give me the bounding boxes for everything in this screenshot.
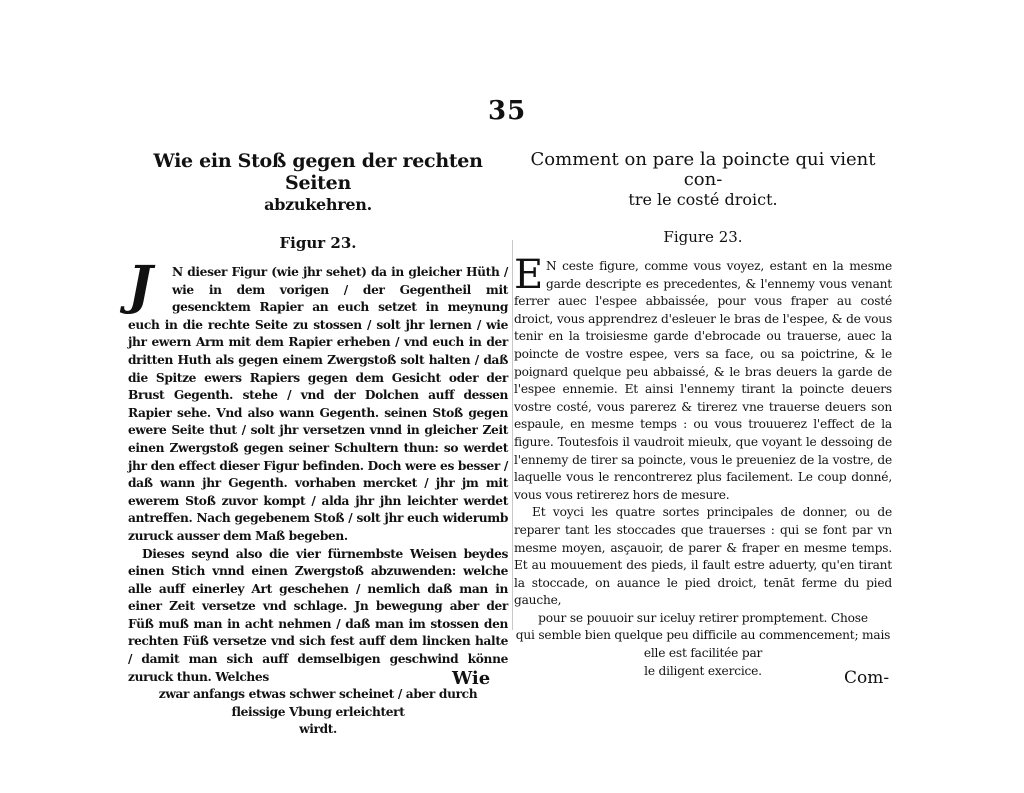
french-column [514,150,892,680]
french-tail-line: le diligent exercice. [644,663,762,678]
german-tail-line: zwar anfangs etwas schwer scheinet / aber durch [158,687,478,702]
german-tail-line: wirdt. [299,722,337,737]
french-body [514,252,892,610]
page-number: 35 [488,96,527,126]
french-dropcap: E [514,252,543,298]
french-catchword: Com- [844,668,890,688]
french-heading-line: Comment on pare la poincte qui vient con- [530,149,876,190]
french-tail [514,610,892,680]
german-paragraph [128,255,508,546]
german-body [128,255,508,686]
french-paragraph [514,252,892,504]
german-heading [128,150,508,216]
french-tail-line: qui semble bien quelque peu difficile au commencement; mais elle est facilitée par [515,628,891,661]
german-tail [128,686,508,739]
french-figure-label: Figure 23. [663,228,743,246]
german-column [128,150,508,739]
french-paragraph: Et voyci les quatre sortes principales de donner, ou de reparer tant les stoccades que trauerses : qui se font par vn mesme moyen, asçauoir, de parer & fraper en mesme temps. Et au mouuement des pieds, il fault estre aduerty, qu'en tirant la stoccade, on auance le pied droict, tenāt ferme du pied gauche, [514,505,892,608]
german-paragraph-text: N dieser Figur (wie jhr sehet) da in gleicher Hüth / wie in dem vorigen / der Gegentheil mit gesencktem Rapier an euch setzet in meynung euch in die rechte Seite zu stossen / solt jhr lernen / wie jhr ewern Arm mit dem Rapier erheben / vnd euch in der dritten Huth als gegen einem Zwergstoß solt halten / daß die Spitze ewers Rapiers gegen dem Gesicht oder der Brust Gegenth. stehe / vnd der Dolchen auff dessen Rapier sehe. Vnd also wann Gegenth. seinen Stoß gegen ewere Seite thut / solt jhr versetzen vnnd in gleicher Zeit einen Zwergstoß gegen seiner Schultern thun: so werdet jhr den effect dieser Figur befinden. Doch were es besser / daß wann jhr Gegenth. vorhaben mercket / jhr jm mit ewerem Stoß zuvor kompt / alda jhr jhn leichter werdet antreffen. Nach gegebenem Stoß / solt jhr euch widerumb zuruck ausser dem Maß begeben. [128,265,508,543]
german-dropcap: J [128,255,153,316]
german-heading-sub: abzukehren. [264,195,372,214]
german-catchword: Wie [452,668,491,689]
french-tail-line: pour se pouuoir sur iceluy retirer promptement. Chose [538,610,868,625]
german-figure-label: Figur 23. [279,234,357,252]
german-paragraph: Dieses seynd also die vier fürnembste Weisen beydes einen Stich vnnd einen Zwergstoß abzuwenden: welche alle auff einerley Art geschehen / nemlich daß man in einer Zeit versetze vnd schlage. Jn bewegung aber der Füß muß man in acht nehmen / daß man im stossen den rechten Füß versetze vnd sich fest auff dem lincken halte / damit man sich auff demselbigen geschwind könne zuruck thun. Welches [128,546,508,684]
french-heading-sub: tre le costé droict. [628,190,778,209]
french-paragraph-text: N ceste figure, comme vous voyez, estant en la mesme garde descripte es precedentes, & l'ennemy vous venant ferrer auec l'espee abbaissée, pour vous fraper au costé droict, vous apprendrez d'esleuer le bras de l'espee, & de vous tenir en la troisiesme garde d'ebrocade ou trauerse, auec la poincte de vostre espee, vers sa face, ou sa poictrine, & le poignard quelque peu abbaissé, & le bras deuers la garde de l'espee ennemie. Et ainsi l'ennemy tirant la poincte deuers vostre costé, vous parerez & tirerez vne trauerse deuers son espaule, en mesme temps : ou vous trouuerez l'effect de la figure. Toutesfois il vaudroit mieulx, que voyant le dessoing de l'ennemy de tirer sa poincte, vous le preueniez de la vostre, de laquelle vous le rencontrerez plus facilement. Le coup donné, vous vous retirerez hors de mesure. [514,259,892,502]
german-tail-line: fleissige Vbung erleichtert [231,704,405,719]
german-heading-line: Wie ein Stoß gegen der rechten Seiten [153,150,483,194]
french-heading [514,150,892,210]
column-divider [512,240,513,630]
